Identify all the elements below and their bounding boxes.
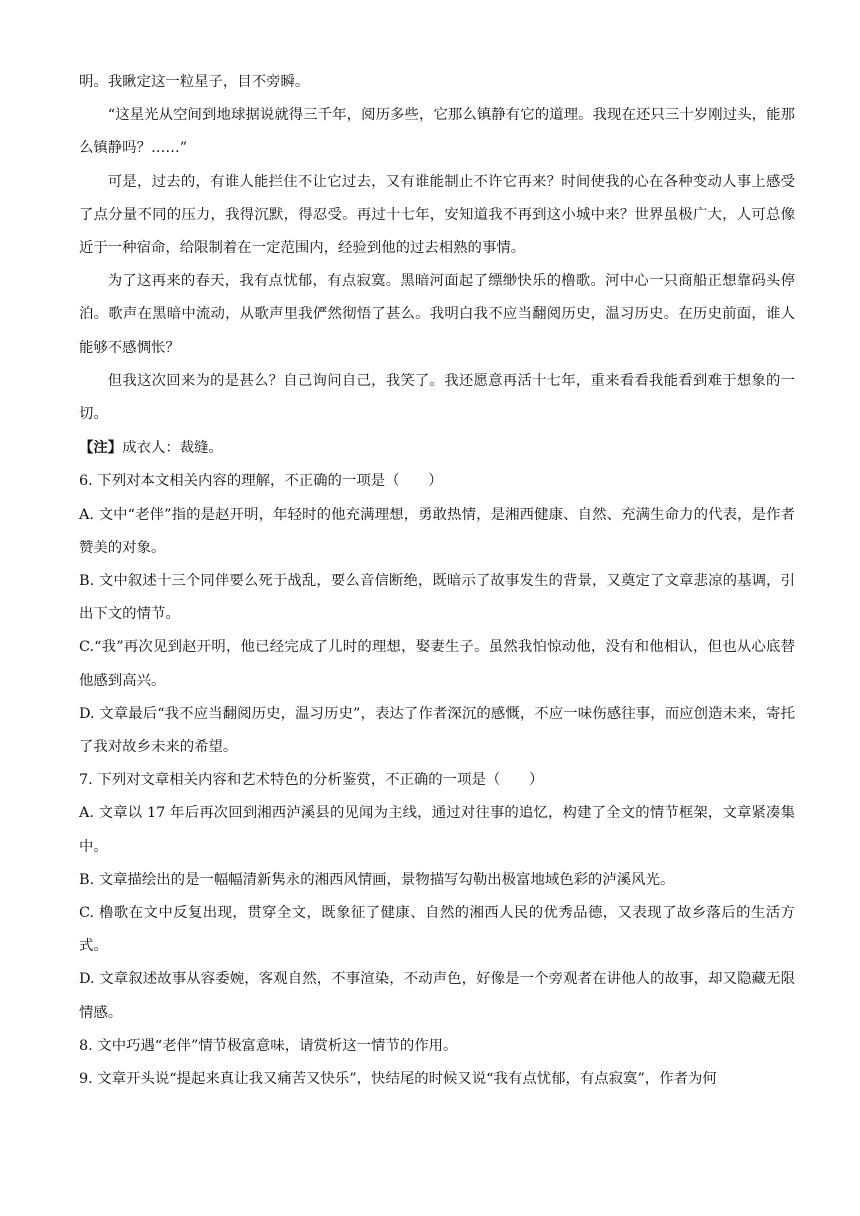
question-7-option-b: B. 文章描绘出的是一幅幅清新隽永的湘西风情画，景物描写勾勒出极富地域色彩的泸溪风光。 bbox=[79, 871, 675, 888]
question-6-stem: 6. 下列对本文相关内容的理解，不正确的一项是（ ） bbox=[79, 473, 443, 490]
passage-paragraph: 但我这次回来为的是甚么？自己询问自己，我笑了。我还愿意再活十七年，重来看看我能看到难于想象的一切。 bbox=[79, 372, 795, 423]
passage-note bbox=[79, 431, 795, 465]
question-6-option-d: D. 文章最后“我不应当翻阅历史，温习历史”，表达了作者深沉的感慨，不应一味伤感往事，而应创造未来，寄托了我对故乡未来的希望。 bbox=[79, 705, 795, 756]
question-9-stem: 9. 文章开头说“提起来真让我又痛苦又快乐”，快结尾的时候又说“我有点忧郁，有点寂寞”，作者为何 bbox=[79, 1071, 717, 1088]
note-mark: 【注】 bbox=[79, 439, 123, 457]
passage-paragraph: 为了这再来的春天，我有点忧郁，有点寂寞。黑暗河面起了缥缈快乐的橹歌。河中心一只商船正想靠码头停泊。歌声在黑暗中流动，从歌声里我俨然彻悟了甚么。我明白我不应当翻阅历史，温习历史。在历史前面，谁人能够不感惆怅？ bbox=[79, 273, 795, 356]
question-7-option-d: D. 文章叙述故事从容委婉，客观自然，不事渲染，不动声色，好像是一个旁观者在讲他人的故事，却又隐藏无限情感。 bbox=[79, 971, 795, 1021]
document-page bbox=[79, 66, 795, 1096]
note-text: 成衣人：裁缝。 bbox=[122, 440, 223, 457]
passage-paragraph: 可是，过去的，有谁人能拦住不让它过去，又有谁能制止不许它再来？时间使我的心在各种变动人事上感受了点分量不同的压力，我得沉默，得忍受。再过十七年，安知道我不再到这小城中来？世界虽极广大，人可总像近于一种宿命，给限制着在一定范围内，经验到他的过去相熟的事情。 bbox=[79, 173, 795, 257]
question-7-option-a: A. 文章以 17 年后再次回到湘西泸溪县的见闻为主线，通过对往事的追忆，构建了全文的情节框架，文章紧凑集中。 bbox=[79, 805, 795, 855]
question-6-option-a: A. 文中“老伴”指的是赵开明，年轻时的他充满理想，勇敢热情，是湘西健康、自然、充满生命力的代表，是作者赞美的对象。 bbox=[79, 506, 795, 556]
question-6-option-c: C.“我”再次见到赵开明，他已经完成了儿时的理想，娶妻生子。虽然我怕惊动他，没有和他相认，但也从心底替他感到高兴。 bbox=[79, 639, 795, 689]
question-8-stem: 8. 文中巧遇“老伴”情节极富意味，请赏析这一情节的作用。 bbox=[79, 1037, 458, 1054]
question-7-option-c: C. 橹歌在文中反复出现，贯穿全文，既象征了健康、自然的湘西人民的优秀品德，又表现了故乡落后的生活方式。 bbox=[79, 905, 795, 955]
passage-paragraph: “这星光从空间到地球据说就得三千年，阅历多些，它那么镇静有它的道理。我现在还只三十岁刚过头，能那么镇静吗？……” bbox=[79, 107, 795, 157]
passage-paragraph: 明。我瞅定这一粒星子，目不旁瞬。 bbox=[79, 74, 310, 90]
question-7-stem: 7. 下列对文章相关内容和艺术特色的分析鉴赏，不正确的一项是（ ） bbox=[79, 772, 544, 789]
question-6-option-b: B. 文中叙述十三个同伴要么死于战乱，要么音信断绝，既暗示了故事发生的背景，又奠定了文章悲凉的基调，引出下文的情节。 bbox=[79, 573, 795, 623]
